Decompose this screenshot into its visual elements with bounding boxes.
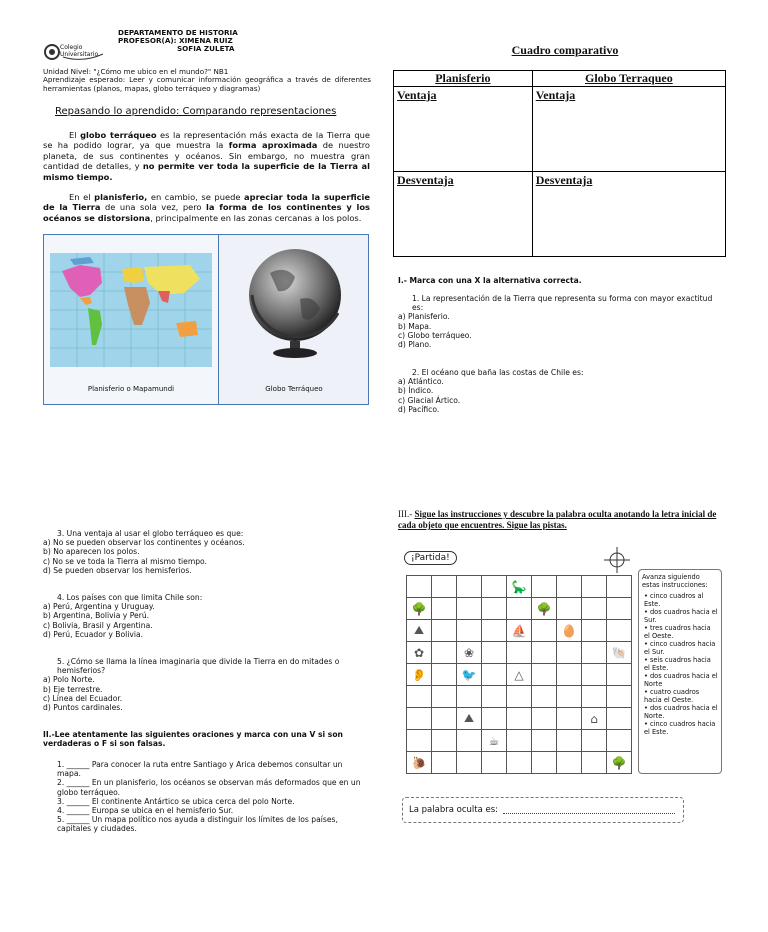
cell-desventaja-globo[interactable]: Desventaja [532, 172, 725, 257]
option[interactable]: b) Eje terrestre. [43, 684, 103, 694]
grid-cell[interactable] [557, 752, 582, 774]
images-panel [43, 234, 369, 405]
teacher-2: SOFIA ZULETA [177, 44, 235, 53]
option[interactable]: a) Polo Norte. [43, 675, 95, 685]
question-1: 1. La representación de la Tierra que representa su forma con mayor exactitud es: a) Planisferio. b) Mapa. c) Globo terráqueo. d) Plano. [412, 294, 722, 349]
section-1-title: I.- Marca con una X la alternativa correcta. [398, 276, 582, 285]
grid-cell[interactable] [482, 664, 507, 686]
grid-cell[interactable] [457, 620, 482, 642]
grid-cell[interactable] [457, 708, 482, 730]
grid-cell[interactable] [532, 708, 557, 730]
grid-cell[interactable] [432, 620, 457, 642]
option[interactable]: a) Planisferio. [398, 312, 450, 322]
question-4: 4. Los países con que limita Chile son: a) Perú, Argentina y Uruguay. b) Argentina, Bolivia y Perú. c) Bolivia, Brasil y Argentina. d) Perú, Ecuador y Bolivia. [57, 593, 377, 639]
grid-cell[interactable] [457, 752, 482, 774]
grid-cell[interactable] [457, 576, 482, 598]
grid-cell[interactable] [507, 620, 532, 642]
bush-icon: ❀ [463, 645, 475, 660]
dinosaur-icon: 🦕 [511, 579, 527, 594]
grid-cell[interactable] [532, 664, 557, 686]
grid-cell[interactable] [607, 730, 632, 752]
option[interactable]: b) Mapa. [398, 321, 432, 331]
cell-ventaja-globo[interactable]: Ventaja [532, 87, 725, 172]
option[interactable]: d) Puntos cardinales. [43, 703, 123, 713]
cell-desventaja-planisferio[interactable]: Desventaja [394, 172, 533, 257]
option[interactable]: d) Perú, Ecuador y Bolivia. [43, 629, 144, 639]
globe-panel [220, 235, 368, 404]
teacher: PROFESOR(A): XIMENA RUIZ [118, 36, 233, 45]
tree-icon: 🌳 [611, 755, 627, 770]
hill-icon: ⛰ [463, 711, 475, 725]
triangle-icon: △ [514, 667, 524, 682]
hidden-word-label: La palabra oculta es: [409, 805, 499, 815]
grid-cell[interactable] [407, 686, 432, 708]
instruction-item: • cuatro cuadros hacia el Oeste. [644, 688, 700, 704]
grid-cell[interactable] [432, 598, 457, 620]
grid-cell[interactable] [457, 686, 482, 708]
instruction-item: • seis cuadros hacia el Este. [644, 656, 711, 672]
tf-item[interactable]: 4. ______ Europa se ubica en el hemisferio Sur. [57, 806, 234, 816]
grid-cell[interactable] [582, 598, 607, 620]
grid-cell[interactable] [532, 730, 557, 752]
map-caption: Planisferio o Mapamundi [87, 385, 175, 393]
grid-cell[interactable] [407, 598, 432, 620]
grid-cell[interactable] [582, 708, 607, 730]
grid-cell[interactable] [507, 598, 532, 620]
comparison-table [393, 70, 726, 257]
snail-icon: 🐌 [411, 755, 427, 770]
grid-cell[interactable] [407, 620, 432, 642]
grid-cell[interactable] [507, 642, 532, 664]
grid-cell[interactable] [607, 642, 632, 664]
grid-cell[interactable] [482, 620, 507, 642]
ear-icon: 👂 [411, 667, 427, 682]
department: DEPARTAMENTO DE HISTORIA [118, 28, 238, 37]
instructions-title: Avanza siguiendo estas instrucciones: [642, 573, 708, 589]
grid-cell[interactable] [557, 642, 582, 664]
comparison-title: Cuadro comparativo [511, 43, 619, 57]
unit-level: Unidad Nivel: "¿Cómo me ubico en el mundo?" NB1 [43, 67, 229, 76]
grid-cell[interactable] [507, 752, 532, 774]
instruction-item: • dos cuadros hacia el Norte [644, 672, 718, 688]
rock-icon: ⛰ [413, 623, 425, 637]
grid-cell[interactable] [407, 730, 432, 752]
grid-cell[interactable] [607, 576, 632, 598]
grid-cell[interactable] [557, 664, 582, 686]
option[interactable]: c) Glacial Ártico. [398, 395, 461, 405]
option[interactable]: d) Plano. [398, 340, 432, 350]
tf-item[interactable]: 1. ______ Para conocer la ruta entre Santiago y Arica debemos consultar un mapa. [57, 760, 343, 779]
option[interactable]: b) Índico. [398, 386, 434, 396]
learning-goal: Aprendizaje esperado: Leer y comunicar información geográfica a través de diferentes herramientas (planos, mapas, globo terráqueo y diagramas) [43, 75, 371, 93]
grid-cell[interactable] [607, 752, 632, 774]
grid-cell[interactable] [407, 664, 432, 686]
grid-cell[interactable] [457, 598, 482, 620]
cell-ventaja-planisferio[interactable]: Ventaja [394, 87, 533, 172]
grid-cell[interactable] [532, 752, 557, 774]
grid-cell[interactable] [432, 642, 457, 664]
compass-icon [604, 547, 630, 573]
grid-cell[interactable] [432, 708, 457, 730]
grid-cell[interactable] [482, 752, 507, 774]
tf-item[interactable]: 3. ______ El continente Antártico se ubica cerca del polo Norte. [57, 796, 295, 806]
grid-cell[interactable] [482, 686, 507, 708]
grid-cell[interactable] [582, 730, 607, 752]
grid-cell[interactable] [482, 576, 507, 598]
grid-cell[interactable] [457, 642, 482, 664]
option[interactable]: c) No se ve toda la Tierra al mismo tiempo. [43, 556, 207, 566]
grid-cell[interactable] [557, 576, 582, 598]
grid-cell[interactable] [557, 708, 582, 730]
grid-cell[interactable] [507, 708, 532, 730]
true-false-list [57, 760, 362, 834]
grid-cell[interactable] [432, 576, 457, 598]
tf-item[interactable]: 2. ______ En un planisferio, los océanos se observan más deformados que en un globo terráqueo. [57, 778, 361, 797]
grid-cell[interactable] [582, 686, 607, 708]
grid-cell[interactable] [407, 708, 432, 730]
instruction-item: • cinco cuadros al Este. [644, 592, 704, 608]
instruction-item: • cinco cuadros hacia el Sur. [644, 640, 716, 656]
grid-cell[interactable] [607, 664, 632, 686]
grid-cell[interactable] [582, 642, 607, 664]
grid-cell[interactable] [457, 730, 482, 752]
instruction-item: • cinco cuadros hacia el Este. [644, 720, 716, 736]
grid-cell[interactable] [557, 730, 582, 752]
option[interactable]: c) Línea del Ecuador. [43, 693, 123, 703]
grid-cell[interactable] [557, 686, 582, 708]
grid-cell[interactable] [507, 664, 532, 686]
grid-cell[interactable] [432, 686, 457, 708]
grid-cell[interactable] [407, 752, 432, 774]
grid-cell[interactable] [582, 664, 607, 686]
grid-cell[interactable] [482, 708, 507, 730]
logo-text: Colegio Universitario [60, 44, 99, 58]
grid-cell[interactable] [607, 598, 632, 620]
paragraph-globe: El globo terráqueo es la representación más exacta de la Tierra que se ha podido lograr, ya que muestra la forma aproximada de nuestro planeta, de sus continentes y océanos. Sin embargo, no muestra gran cantidad de detalles, y no permite ver toda la superficie de la Tierra al mismo tiempo. [43, 130, 371, 182]
grid-cell[interactable] [457, 664, 482, 686]
question-5: 5. ¿Cómo se llama la línea imaginaria que divide la Tierra en do mitades o hemisferios? a) Polo Norte. b) Eje terrestre. c) Línea del Ecuador. d) Puntos cardinales. [57, 657, 357, 712]
grid-game [400, 543, 726, 777]
option[interactable]: d) Se pueden observar los hemisferios. [43, 565, 192, 575]
grid-cell[interactable] [557, 620, 582, 642]
start-label: ¡Partida! [404, 551, 457, 565]
flower-icon: ✿ [413, 645, 425, 660]
grid-cell[interactable] [607, 686, 632, 708]
option[interactable]: b) Argentina, Bolivia y Perú. [43, 611, 150, 621]
hidden-word-box [402, 797, 684, 823]
map-panel [44, 235, 219, 404]
section-2-title: II.-Lee atentamente las siguientes oraciones y marca con una V si son verdaderas o F si son falsas. [43, 730, 343, 749]
instruction-item: • dos cuadros hacia el Sur. [644, 608, 718, 624]
instructions-box [638, 569, 722, 774]
treasure-grid [406, 575, 632, 774]
option[interactable]: b) No aparecen los polos. [43, 547, 140, 557]
grid-cell[interactable] [432, 730, 457, 752]
grid-cell[interactable] [507, 730, 532, 752]
grid-cell[interactable] [582, 752, 607, 774]
grid-cell[interactable] [532, 620, 557, 642]
globe-image [240, 243, 350, 361]
grid-cell[interactable] [482, 642, 507, 664]
tree-icon: 🌳 [536, 601, 552, 616]
globe-caption: Globo Terráqueo [265, 385, 323, 393]
grid-cell[interactable] [482, 730, 507, 752]
grid-cell[interactable] [432, 664, 457, 686]
tree-icon: 🌳 [411, 601, 427, 616]
bird-icon: 🐦 [461, 667, 477, 682]
boat-icon: ⛵ [511, 623, 527, 638]
grid-cell[interactable] [532, 686, 557, 708]
hidden-word-answer-line[interactable] [503, 813, 675, 814]
grid-cell[interactable] [557, 598, 582, 620]
option[interactable]: a) Perú, Argentina y Uruguay. [43, 602, 155, 612]
grid-cell[interactable] [407, 642, 432, 664]
grid-cell[interactable] [407, 576, 432, 598]
option[interactable]: d) Pacífico. [398, 404, 440, 414]
option[interactable]: a) Atlántico. [398, 377, 444, 387]
grid-cell[interactable] [532, 576, 557, 598]
option[interactable]: a) No se pueden observar los continentes y océanos. [43, 538, 245, 548]
option[interactable]: c) Globo terráqueo. [398, 330, 472, 340]
grid-cell[interactable] [607, 620, 632, 642]
tf-item[interactable]: 5. ______ Un mapa político nos ayuda a distinguir los límites de los países, capitales y ciudades. [57, 815, 338, 834]
grid-cell[interactable] [532, 598, 557, 620]
grid-cell[interactable] [582, 620, 607, 642]
grid-cell[interactable] [507, 576, 532, 598]
grid-cell[interactable] [432, 752, 457, 774]
grid-cell[interactable] [482, 598, 507, 620]
section-3-title: III.- Sigue las instrucciones y descubre la palabra oculta anotando la letra inicial de cada objeto que encuentres. Sigue las pistas. [398, 509, 717, 530]
option[interactable]: c) Bolivia, Brasil y Argentina. [43, 620, 153, 630]
grid-cell[interactable] [532, 642, 557, 664]
question-3: 3. Una ventaja al usar el globo terráqueo es que: a) No se pueden observar los continentes y océanos. b) No aparecen los polos. c) No se ve toda la Tierra al mismo tiempo. d) Se pueden observar los hemisferios. [57, 529, 377, 575]
col-globo: Globo Terraqueo [532, 71, 725, 87]
cup-icon: ☕ [488, 733, 500, 748]
world-map-image [50, 253, 212, 367]
col-planisferio: Planisferio [394, 71, 533, 87]
house-icon: ⌂ [590, 711, 598, 726]
grid-cell[interactable] [607, 708, 632, 730]
instruction-item: • dos cuadros hacia el Norte. [644, 704, 718, 720]
instruction-item: • tres cuadros hacia el Oeste. [644, 624, 711, 640]
grid-cell[interactable] [507, 686, 532, 708]
shell-icon: 🐚 [611, 645, 627, 660]
grid-cell[interactable] [582, 576, 607, 598]
paragraph-planisphere: En el planisferio, en cambio, se puede apreciar toda la superficie de la Tierra de una sola vez, pero la forma de los continentes y los océanos se distorsiona, principalmente en las zonas cercanas a los polos. [43, 192, 370, 223]
question-2: 2. El océano que baña las costas de Chile es: a) Atlántico. b) Índico. c) Glacial Ártico. d) Pacífico. [412, 368, 722, 414]
egg-icon: 🥚 [561, 623, 577, 638]
section-title: Repasando lo aprendido: Comparando representaciones [55, 106, 337, 117]
